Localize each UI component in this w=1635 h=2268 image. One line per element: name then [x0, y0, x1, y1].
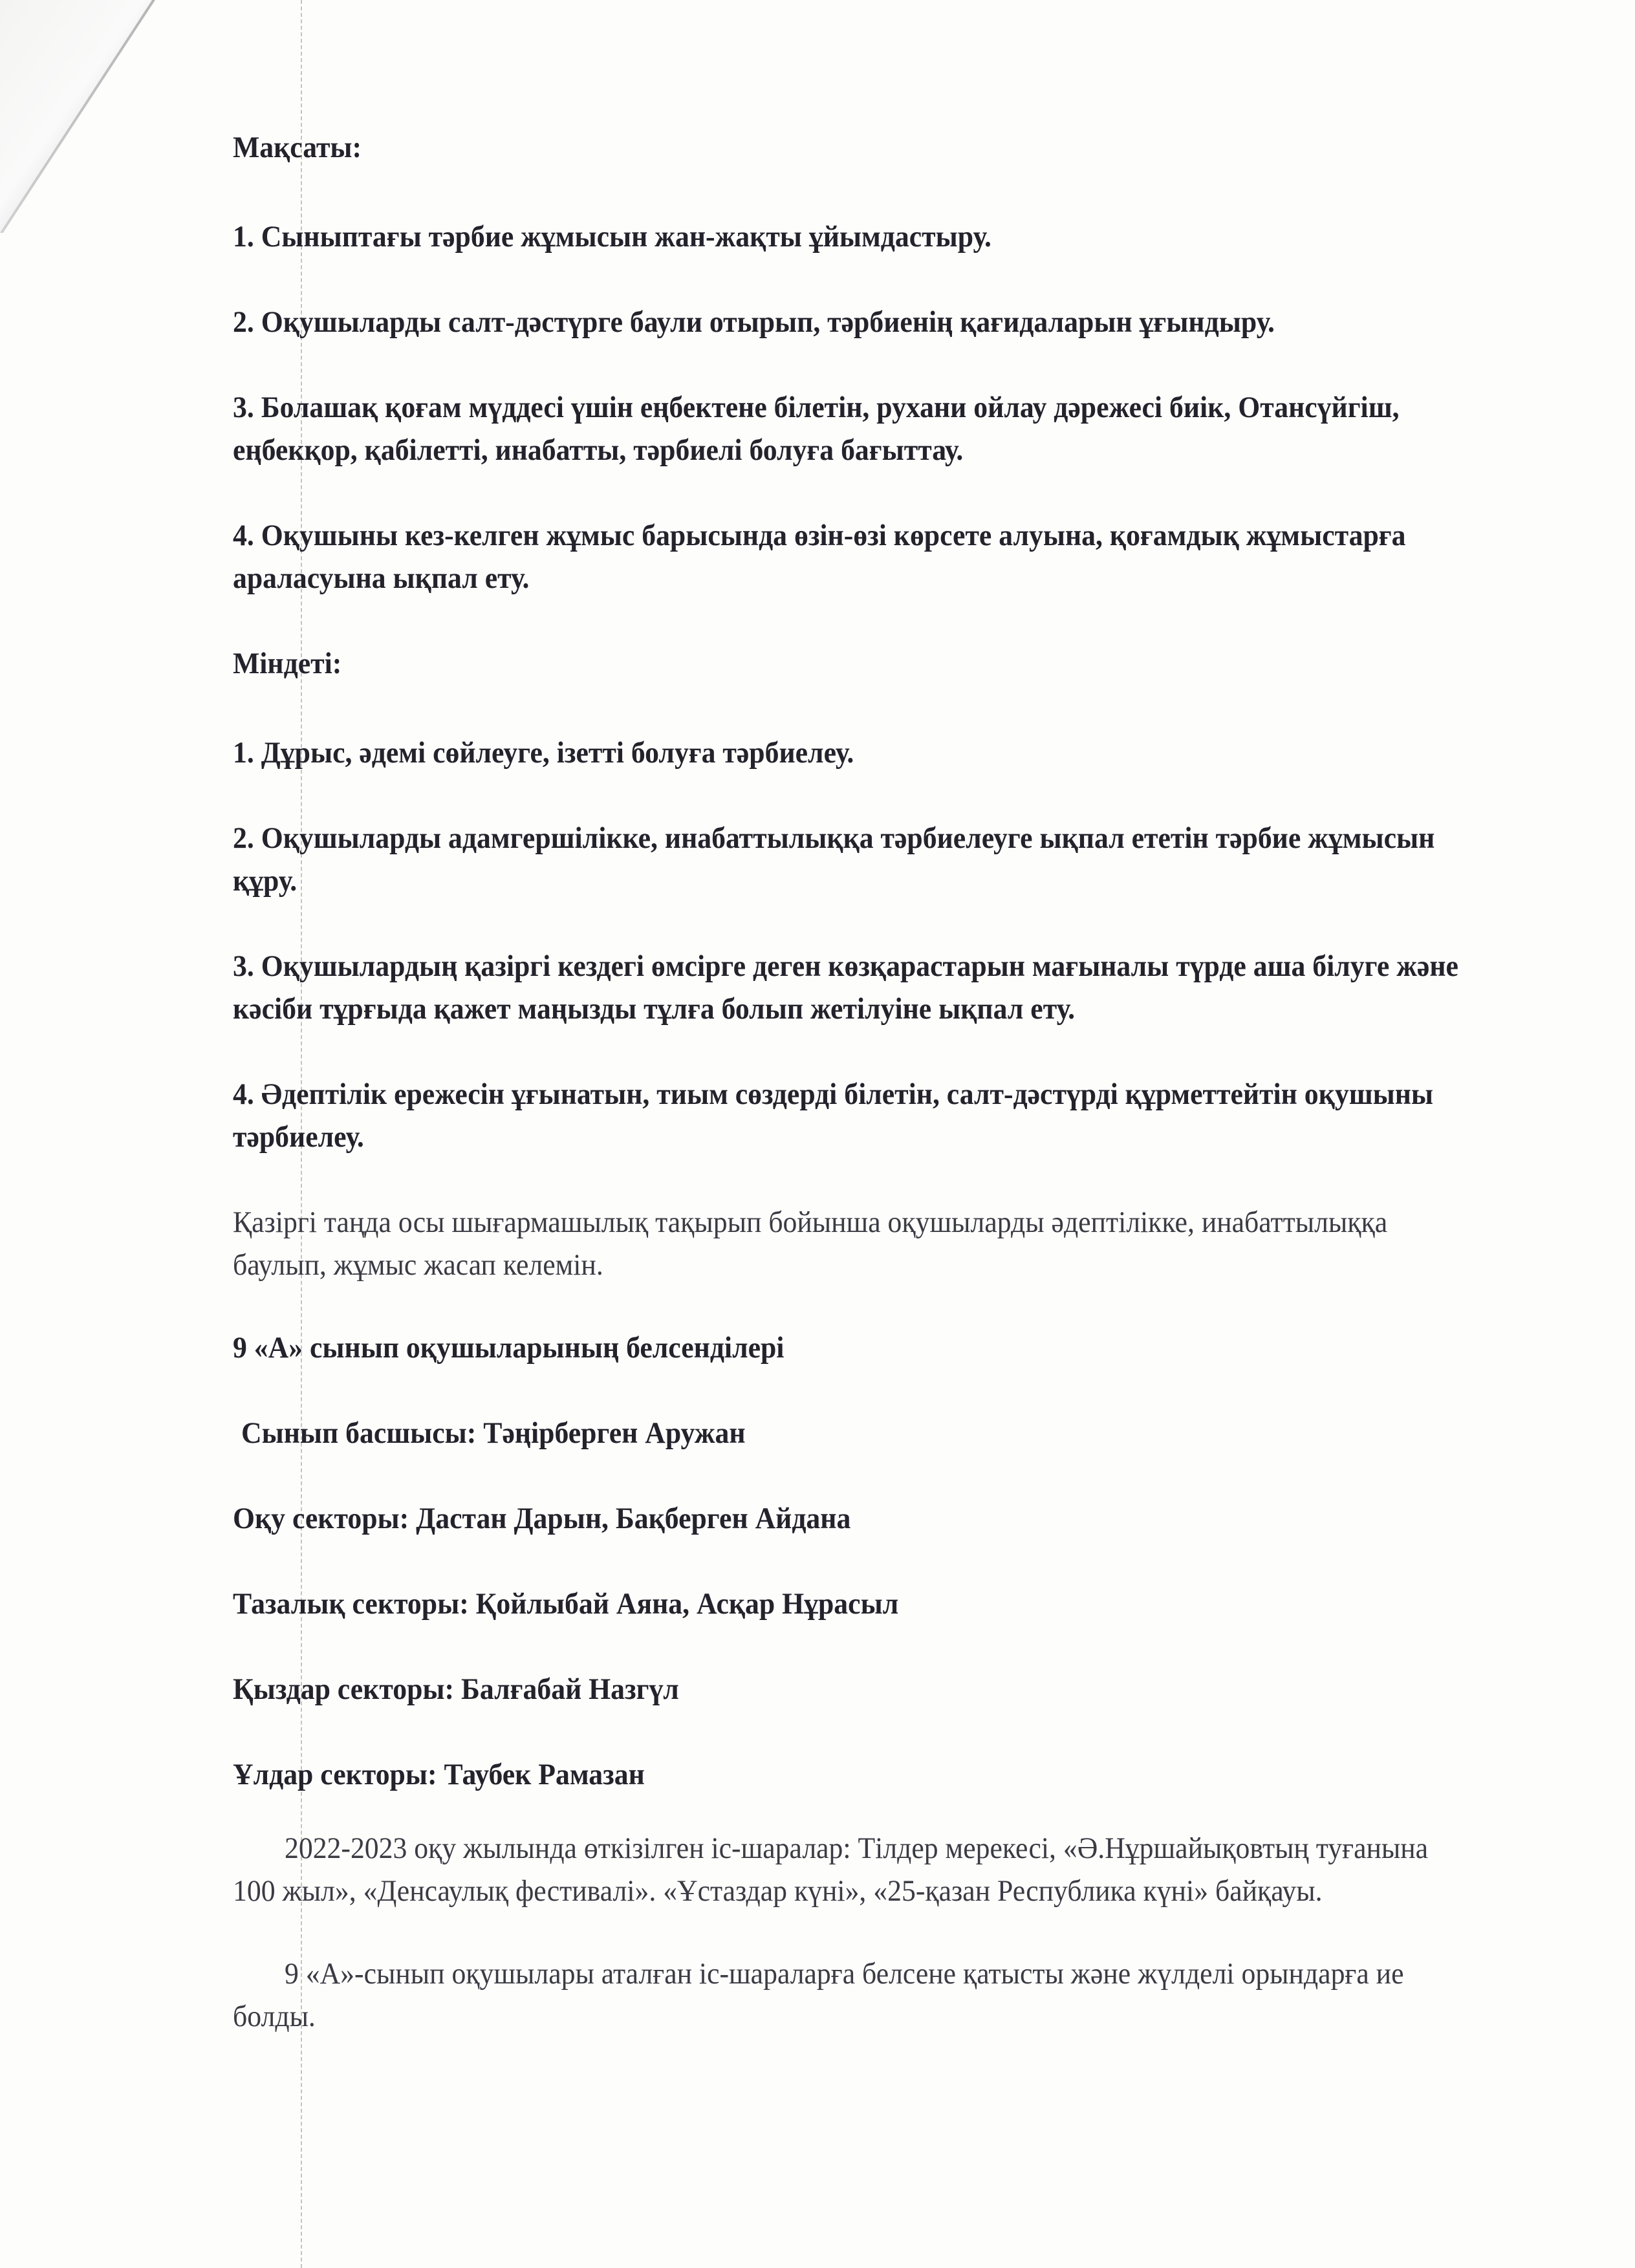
role-names: Балғабай Назгүл	[460, 1672, 679, 1706]
document-page	[233, 126, 1559, 2038]
role-row	[233, 1497, 1466, 1540]
goal-item: 2. Оқушыларды салт-дәстүрге баули отырып, тәрбиенің қағидаларын ұғындыру.	[233, 305, 1275, 339]
goal-item: 1. Сыныптағы тәрбие жұмысын жан-жақты ұйымдастыру.	[233, 220, 991, 254]
goal-item: 3. Болашақ қоғам мүддесі үшін еңбектене білетін, рухани ойлау дәрежесі биік, Отансүйгіш, еңбекқор, қабілетті, инабатты, тәрбиелі болуға бағыттау.	[233, 391, 1400, 467]
role-row	[233, 1412, 1466, 1454]
role-row	[233, 1582, 1466, 1625]
events-paragraph: 2022-2023 оқу жылында өткізілген іс-шаралар: Тілдер мерекесі, «Ә.Нұршайықовтың туғанына 100 жыл», «Денсаулық фестивалі». «Ұстаздар күні», «25-қазан Республика күні» байқауы.	[233, 1831, 1429, 1908]
role-names: Дастан Дарын, Бақберген Айдана	[416, 1502, 851, 1535]
conclusion-paragraph: 9 «А»-сынып оқушылары аталған іс-шараларға белсене қатысты және жүлделі орындарға ие болды.	[233, 1957, 1404, 2033]
task-item: 3. Оқушылардың қазіргі кездегі өмсірге деген көзқарастарын мағыналы түрде аша білуге және кәсіби тұрғыда қажет маңызды тұлға болып жетілуіне ықпал ету.	[233, 949, 1458, 1026]
activists-section	[233, 1326, 1559, 1796]
activists-heading: 9 «А» сынып оқушыларының белсенділері	[233, 1331, 785, 1365]
task-item: 1. Дұрыс, әдемі сөйлеуге, ізетті болуға тәрбиелеу.	[233, 736, 854, 770]
role-names: Таубек Рамазан	[444, 1758, 645, 1791]
role-names: Тәңірберген Аружан	[483, 1416, 746, 1450]
role-label: Ұлдар секторы:	[233, 1758, 437, 1791]
role-label: Оқу секторы:	[233, 1502, 409, 1535]
current-work-paragraph: Қазіргі таңда осы шығармашылық тақырып бойынша оқушыларды әдептілікке, инабаттылыққа баулып, жұмыс жасап келемін.	[233, 1205, 1388, 1282]
role-row	[233, 1668, 1466, 1711]
tasks-heading: Міндеті:	[233, 647, 342, 680]
tasks-section	[233, 642, 1559, 1158]
role-names: Қойлыбай Аяна, Асқар Нұрасыл	[475, 1587, 899, 1621]
task-item: 4. Әдептілік ережесін ұғынатын, тиым сөздерді білетін, салт-дәстүрді құрметтейтін оқушыны тәрбиелеу.	[233, 1077, 1434, 1154]
goals-heading: Мақсаты:	[233, 131, 362, 164]
role-label: Қыздар секторы:	[233, 1672, 455, 1706]
role-label: Тазалық секторы:	[233, 1587, 469, 1621]
goals-section	[233, 126, 1559, 599]
role-row	[233, 1753, 1466, 1796]
task-item: 2. Оқушыларды адамгершілікке, инабаттылыққа тәрбиелеуге ықпал ететін тәрбие жұмысын құру.	[233, 821, 1435, 898]
role-label: Сынып басшысы:	[241, 1416, 477, 1450]
goal-item: 4. Оқушыны кез-келген жұмыс барысында өзін-өзі көрсете алуына, қоғамдық жұмыстарға араласуына ықпал ету.	[233, 519, 1406, 595]
